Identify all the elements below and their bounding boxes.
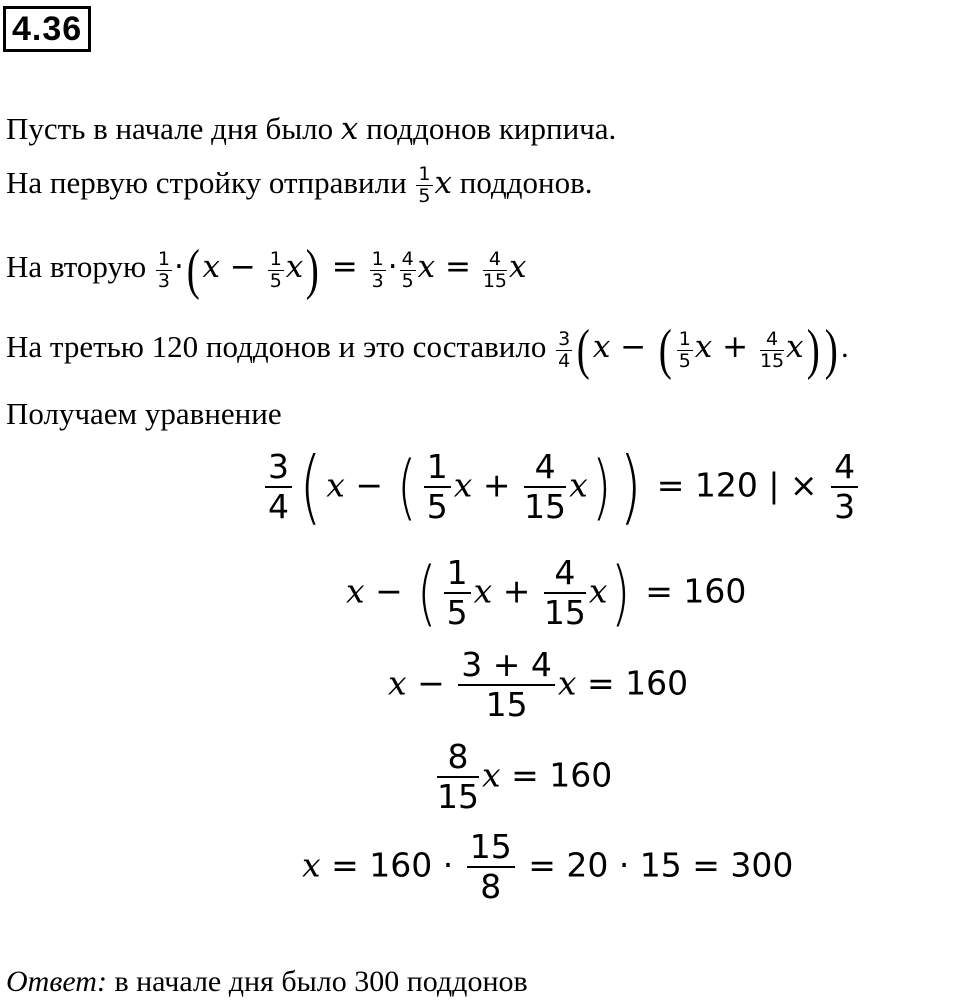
equation-5: x = 160 · $\frac{15}{8}$ = 20 · 15 = 300 [302,827,794,906]
fraction: $\frac{1}{5}$ [418,163,431,208]
answer-text: в начале дня было 300 поддонов [106,965,528,998]
fraction: $\frac{3}{4}$ [265,448,292,526]
text-fragment: поддонов. [451,165,593,200]
text-fragment: На третью 120 поддонов и это составило [6,329,555,365]
variable-x: x [434,165,452,201]
equation-3: x − $\frac{3 + 4}{15}$ x = 160 [388,645,689,724]
fraction: $\frac{1}{5}$ [444,554,471,632]
text-fragment: Пусть в начале дня было [6,111,341,146]
fraction: $\frac{4}{15}$ [759,327,785,372]
text-line-5: Получаем уравнение [6,396,282,431]
fraction: $\frac{1}{5}$ [678,327,691,372]
equation-4: $\frac{8}{15}$ x = 160 [437,737,613,816]
fraction: $\frac{4}{5}$ [401,247,414,292]
variable-x: x [340,111,359,147]
text-fragment: На вторую [6,249,154,285]
text-line-2 [6,164,592,207]
text-line-3: На вторую $\frac{1}{3}$ ·(x − $\frac{1}{5}$ x) = $\frac{1}{3}$ · $\frac{4}{5}$ x = $\frac{4}{15}$ x [6,239,527,301]
fraction: $\frac{1}{3}$ [371,247,384,292]
fraction: $\frac{1}{5}$ [269,247,282,292]
text-fragment: На первую стройку отправили [6,165,415,200]
fraction: $\frac{8}{15}$ [437,737,479,816]
fraction: $\frac{3 + 4}{15}$ [458,646,555,724]
equation-2: x − ( $\frac{1}{5}$ x + $\frac{4}{15}$ x) = 160 [346,552,747,634]
answer-label: Ответ: [6,965,107,998]
text-line-1 [6,110,616,148]
fraction: $\frac{3}{4}$ [558,327,571,372]
answer-line [6,965,528,999]
fraction: $\frac{4}{15}$ [482,247,508,292]
fraction: $\frac{4}{15}$ [524,447,567,526]
fraction: $\frac{4}{15}$ [543,553,586,632]
text-line-4: На третью 120 поддонов и это составило $\frac{3}{4}$ (x − ( $\frac{1}{5}$ x + $\frac{4}{15}$ x)). [6,319,849,381]
fraction: $\frac{15}{8}$ [467,828,515,906]
fraction: $\frac{4}{3}$ [831,448,858,526]
fraction: $\frac{1}{3}$ [157,247,170,292]
fraction: $\frac{1}{5}$ [424,448,451,526]
problem-number: 4.36 [3,6,91,52]
equation-1: $\frac{3}{4}$ ( x − ( $\frac{1}{5}$ x + $\frac{4}{15}$ x) ) = 120 | × $\frac{4}{3}$ [262,448,861,526]
text-fragment: поддонов кирпича. [358,111,617,146]
